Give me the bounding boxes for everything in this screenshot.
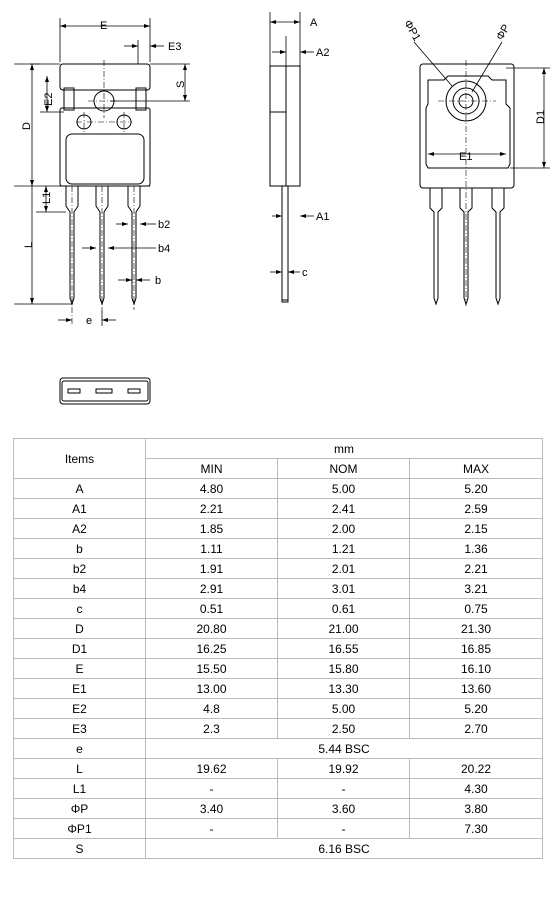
row-max-cell: 3.80 [410,799,543,819]
row-max-cell: 1.36 [410,539,543,559]
row-max-cell: 3.21 [410,579,543,599]
table-row [14,759,543,779]
row-item-cell: ΦP1 [14,819,146,839]
row-item-cell: D [14,619,146,639]
row-max-cell: 5.20 [410,479,543,499]
row-min-cell: 19.62 [146,759,278,779]
dim-label-E1: E1 [459,151,473,163]
dimension-table [13,438,543,859]
col-header-nom: NOM [278,459,410,479]
side-view [270,12,329,302]
row-item-cell: ΦP [14,799,146,819]
package-outline-drawing [0,0,560,420]
table-row [14,559,543,579]
row-nom-cell: 21.00 [278,619,410,639]
table-row [14,639,543,659]
dim-label-c: c [302,267,308,279]
row-nom-cell: 2.01 [278,559,410,579]
row-min-cell: 20.80 [146,619,278,639]
row-bsc-cell: 6.16 BSC [146,839,543,859]
row-item-cell: E3 [14,719,146,739]
row-nom-cell: 16.55 [278,639,410,659]
dim-label-E: E [100,20,108,32]
row-min-cell: 2.3 [146,719,278,739]
row-min-cell: 0.51 [146,599,278,619]
row-min-cell: - [146,819,278,839]
items-header: Items [14,439,146,479]
row-max-cell: 4.30 [410,779,543,799]
row-nom-cell: 15.80 [278,659,410,679]
dim-label-b: b [155,275,162,287]
dim-label-L1: L1 [41,191,53,204]
dim-label-E3: E3 [168,41,182,53]
table-row [14,479,543,499]
row-item-cell: E2 [14,699,146,719]
dim-label-e: e [86,315,93,327]
table-row [14,739,543,759]
row-min-cell: 16.25 [146,639,278,659]
row-max-cell: 20.22 [410,759,543,779]
front-view [14,18,190,327]
row-max-cell: 2.15 [410,519,543,539]
row-min-cell: 4.8 [146,699,278,719]
row-nom-cell: - [278,819,410,839]
row-nom-cell: - [278,779,410,799]
row-max-cell: 2.21 [410,559,543,579]
dim-label-E2: E2 [43,92,55,106]
dim-label-A1: A1 [316,211,330,223]
table-row [14,679,543,699]
row-max-cell: 16.10 [410,659,543,679]
row-max-cell: 13.60 [410,679,543,699]
row-item-cell: c [14,599,146,619]
table-row [14,819,543,839]
row-nom-cell: 1.21 [278,539,410,559]
row-max-cell: 2.59 [410,499,543,519]
row-nom-cell: 5.00 [278,479,410,499]
row-nom-cell: 13.30 [278,679,410,699]
top-view [60,378,150,404]
row-item-cell: b [14,539,146,559]
row-min-cell: 3.40 [146,799,278,819]
row-item-cell: A2 [14,519,146,539]
table-row [14,619,543,639]
rear-view [401,18,550,306]
row-item-cell: b4 [14,579,146,599]
row-item-cell: A1 [14,499,146,519]
row-max-cell: 5.20 [410,699,543,719]
row-min-cell: 2.21 [146,499,278,519]
row-item-cell: E [14,659,146,679]
dim-label-A2: A2 [316,47,330,59]
row-nom-cell: 2.41 [278,499,410,519]
table-row [14,699,543,719]
row-min-cell: 15.50 [146,659,278,679]
row-min-cell: - [146,779,278,799]
row-max-cell: 2.70 [410,719,543,739]
row-nom-cell: 0.61 [278,599,410,619]
row-max-cell: 0.75 [410,599,543,619]
row-min-cell: 1.11 [146,539,278,559]
unit-header: mm [146,439,543,459]
table-row [14,599,543,619]
table-row [14,579,543,599]
table-row [14,659,543,679]
dim-label-D: D [21,122,33,130]
table-row [14,799,543,819]
row-min-cell: 1.91 [146,559,278,579]
row-item-cell: S [14,839,146,859]
table-row [14,499,543,519]
row-min-cell: 13.00 [146,679,278,699]
dim-label-A: A [310,17,318,29]
dim-label-b2: b2 [158,219,171,231]
row-max-cell: 7.30 [410,819,543,839]
row-bsc-cell: 5.44 BSC [146,739,543,759]
row-item-cell: L [14,759,146,779]
table-row [14,539,543,559]
row-nom-cell: 19.92 [278,759,410,779]
col-header-max: MAX [410,459,543,479]
row-nom-cell: 3.01 [278,579,410,599]
row-min-cell: 4.80 [146,479,278,499]
dim-label-D1: D1 [535,109,547,124]
row-item-cell: A [14,479,146,499]
table-row [14,779,543,799]
table-row [14,839,543,859]
row-nom-cell: 5.00 [278,699,410,719]
table-row [14,719,543,739]
row-min-cell: 1.85 [146,519,278,539]
table-row [14,519,543,539]
row-item-cell: E1 [14,679,146,699]
col-header-min: MIN [146,459,278,479]
row-item-cell: L1 [14,779,146,799]
row-min-cell: 2.91 [146,579,278,599]
dim-label-P: ΦP [494,22,513,43]
dim-label-L: L [23,241,35,248]
row-item-cell: e [14,739,146,759]
dim-label-S: S [175,80,187,88]
dim-label-b4: b4 [158,243,171,255]
row-nom-cell: 3.60 [278,799,410,819]
row-item-cell: D1 [14,639,146,659]
row-item-cell: b2 [14,559,146,579]
row-nom-cell: 2.50 [278,719,410,739]
dim-label-P1: ΦP1 [401,18,423,44]
row-max-cell: 16.85 [410,639,543,659]
row-nom-cell: 2.00 [278,519,410,539]
row-max-cell: 21.30 [410,619,543,639]
front-leads [66,186,140,326]
